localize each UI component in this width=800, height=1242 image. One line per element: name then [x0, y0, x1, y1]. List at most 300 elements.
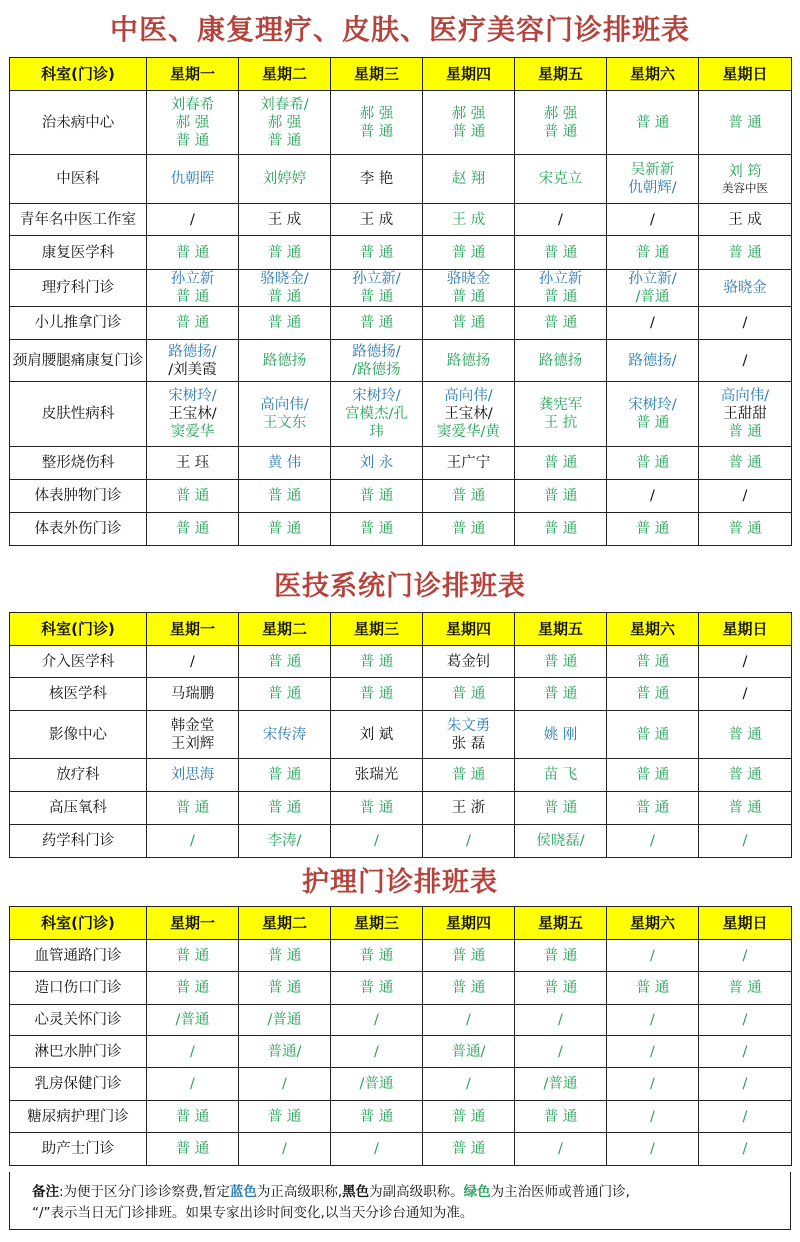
doctor-entry: 普 通: [359, 123, 394, 140]
doctor-entry: 普 通: [359, 244, 394, 261]
schedule-cell: [515, 1068, 607, 1101]
doctor-entry: 普 通: [267, 980, 302, 996]
header-dept: 科室(门诊): [10, 58, 147, 91]
schedule-cell: [147, 204, 239, 236]
schedule-cell: [607, 270, 699, 307]
doctor-entry: /普通: [543, 1076, 578, 1092]
doctor-entry: /: [558, 1141, 563, 1157]
schedule-cell: [239, 236, 331, 270]
doctor-entry: /: [190, 833, 195, 849]
dept-name: 皮肤性病科: [10, 382, 147, 447]
schedule-cell: [607, 972, 699, 1005]
doctor-entry: 普 通: [267, 289, 302, 305]
doctor-entry: 普 通: [635, 415, 670, 431]
doctor-entry: 王文东: [262, 415, 307, 431]
schedule-cell: [515, 940, 607, 972]
note-green-legend: 绿色: [463, 1184, 491, 1200]
schedule-cell: [147, 678, 239, 711]
schedule-cell: [423, 1036, 515, 1068]
table-row: [10, 646, 792, 678]
doctor-entry: 普 通: [728, 980, 762, 996]
header-dept: 科室(门诊): [10, 907, 147, 940]
table-row: [10, 825, 792, 858]
doctor-entry: /: [742, 315, 748, 331]
dept-name: 体表外伤门诊: [10, 513, 147, 546]
doctor-entry: /: [558, 211, 563, 228]
dept-name: 心灵关怀门诊: [10, 1005, 147, 1036]
doctor-entry: /: [742, 833, 748, 849]
schedule-cell: [239, 792, 331, 825]
schedule-cell: [699, 91, 792, 155]
dept-name: 高压氧科: [10, 792, 147, 825]
doctor-entry: 普 通: [543, 244, 578, 261]
doctor-entry: 王 抗: [543, 415, 578, 431]
doctor-entry: 郝 强: [451, 105, 486, 122]
doctor-entry: /: [650, 947, 655, 964]
doctor-entry: 王 成: [359, 211, 394, 228]
schedule-cell: [239, 447, 331, 480]
dept-name: 青年名中医工作室: [10, 204, 147, 236]
doctor-entry: 普 通: [728, 800, 762, 816]
schedule-cell: [699, 972, 792, 1005]
schedule-cell: [331, 940, 423, 972]
doctor-entry: 普 通: [543, 947, 578, 964]
dept-name: 小儿推拿门诊: [10, 307, 147, 340]
doctor-entry: 普 通: [451, 289, 486, 305]
doctor-entry: 姚 刚: [543, 726, 578, 743]
doctor-entry: 郝 强: [175, 114, 210, 131]
doctor-entry: 郝 强: [543, 105, 578, 122]
dept-name: 乳房保健门诊: [10, 1068, 147, 1101]
schedule-cell: [423, 447, 515, 480]
header-dept: 科室(门诊): [10, 613, 147, 646]
doctor-entry: /: [650, 211, 655, 228]
doctor-entry: 普 通: [359, 686, 394, 702]
schedule-cell: [699, 513, 792, 546]
schedule-cell: [515, 646, 607, 678]
schedule-cell: [147, 646, 239, 678]
schedule-cell: [607, 236, 699, 270]
doctor-entry: 普 通: [635, 455, 670, 471]
dept-name: 整形烧伤科: [10, 447, 147, 480]
table-row: [10, 1101, 792, 1133]
doctor-entry: 王 成: [267, 211, 302, 228]
doctor-entry: 普 通: [451, 1108, 486, 1125]
schedule-cell: [607, 307, 699, 340]
doctor-entry: 普 通: [267, 488, 302, 504]
doctor-entry: /: [742, 1043, 748, 1060]
schedule-cell: [515, 307, 607, 340]
schedule-cell: [699, 236, 792, 270]
schedule-cell: [607, 646, 699, 678]
doctor-entry: 孙立新: [538, 271, 583, 287]
doctor-entry: 朱文勇: [446, 717, 491, 734]
schedule-cell: [331, 340, 423, 382]
doctor-entry: 高向伟/: [260, 397, 309, 413]
doctor-entry: 张 磊: [451, 735, 486, 752]
doctor-entry: 普 通: [175, 980, 210, 996]
schedule-cell: [699, 270, 792, 307]
doctor-entry: 普 通: [728, 424, 762, 440]
note-text-3: 为副高级职称。: [369, 1184, 464, 1200]
doctor-entry: /: [650, 1108, 655, 1125]
doctor-entry: /: [742, 1141, 748, 1157]
doctor-entry: /: [466, 1076, 471, 1092]
schedule-cell: [331, 1005, 423, 1036]
doctor-entry: 王 珏: [175, 455, 210, 471]
schedule-cell: [239, 91, 331, 155]
dept-name: 放疗科: [10, 759, 147, 792]
doctor-entry: 孙立新/: [628, 271, 677, 287]
doctor-entry: 高向伟/: [444, 388, 493, 404]
schedule-cell: [147, 270, 239, 307]
doctor-entry: 普 通: [451, 488, 486, 504]
schedule-cell: [515, 1101, 607, 1133]
schedule-cell: [423, 1068, 515, 1101]
schedule-cell: [699, 792, 792, 825]
note-text-1: :为便于区分门诊诊察费,暂定: [59, 1184, 230, 1200]
doctor-entry: /: [742, 1108, 748, 1125]
schedule-cell: [423, 972, 515, 1005]
doctor-entry: /: [190, 1076, 195, 1092]
doctor-entry: 普 通: [175, 488, 210, 504]
schedule-cell: [515, 1133, 607, 1166]
table-row: [10, 940, 792, 972]
dept-name: 影像中心: [10, 711, 147, 759]
doctor-entry: 普 通: [175, 1108, 210, 1125]
doctor-entry: /普通: [175, 1012, 210, 1028]
table-row: [10, 204, 792, 236]
schedule-cell: [515, 204, 607, 236]
schedule-cell: [699, 340, 792, 382]
doctor-entry: 普 通: [267, 686, 302, 702]
schedule-cell: [239, 204, 331, 236]
header-row: [10, 907, 792, 940]
doctor-entry: 孙立新/: [352, 271, 401, 287]
header-row: [10, 58, 792, 91]
doctor-entry: 普 通: [543, 521, 578, 537]
doctor-entry: /: [650, 315, 655, 331]
schedule-cell: [515, 270, 607, 307]
doctor-entry: 普 通: [635, 653, 670, 670]
schedule-title-1: 中医、康复理疗、皮肤、医疗美容门诊排班表: [109, 13, 690, 46]
doctor-entry: 普 通: [451, 980, 486, 996]
doctor-entry: 玮: [369, 424, 384, 440]
schedule-cell: [515, 382, 607, 447]
doctor-entry: /: [466, 833, 471, 849]
doctor-entry: /: [190, 653, 195, 670]
schedule-cell: [699, 382, 792, 447]
schedule-cell: [607, 1101, 699, 1133]
schedule-cell: [699, 646, 792, 678]
doctor-entry: /: [742, 352, 748, 369]
schedule-cell: [515, 155, 607, 204]
note-text-5: “/”表示当日无门诊排班。如果专家出诊时间变化,以当天分诊台通知为准。: [32, 1205, 474, 1221]
doctor-entry: /: [558, 1012, 563, 1028]
dept-name: 淋巴水肿门诊: [10, 1036, 147, 1068]
doctor-entry: /: [374, 833, 379, 849]
doctor-entry: 仇朝晖: [170, 171, 215, 187]
schedule-cell: [423, 646, 515, 678]
note-black-legend: 黑色: [342, 1184, 370, 1200]
doctor-entry: /普通: [635, 289, 670, 305]
table-row: [10, 711, 792, 759]
doctor-entry: /: [650, 488, 655, 504]
schedule-cell: [607, 825, 699, 858]
schedule-cell: [331, 307, 423, 340]
schedule-cell: [331, 204, 423, 236]
header-day: 星期一: [147, 613, 239, 646]
doctor-entry: 黄 伟: [267, 455, 302, 471]
schedule-cell: [331, 1133, 423, 1166]
schedule-cell: [515, 759, 607, 792]
doctor-entry: 美容中医: [722, 181, 768, 195]
doctor-entry: 普 通: [175, 289, 210, 305]
schedule-cell: [423, 513, 515, 546]
dept-name: 中医科: [10, 155, 147, 204]
schedule-cell: [147, 91, 239, 155]
doctor-entry: 普 通: [267, 132, 302, 149]
doctor-entry: 普 通: [451, 947, 486, 964]
schedule-cell: [147, 382, 239, 447]
doctor-entry: 普 通: [267, 947, 302, 964]
schedule-cell: [331, 1101, 423, 1133]
doctor-entry: 路德扬: [538, 352, 583, 369]
doctor-entry: 王宝林/: [444, 406, 493, 422]
schedule-table-medtech: [9, 612, 792, 858]
doctor-entry: 骆晓金/: [260, 271, 309, 287]
schedule-cell: [607, 513, 699, 546]
schedule-cell: [239, 382, 331, 447]
schedule-cell: [699, 759, 792, 792]
doctor-entry: 吴新新: [630, 162, 675, 178]
schedule-cell: [607, 1036, 699, 1068]
doctor-entry: 刘 筠: [728, 164, 762, 180]
schedule-cell: [699, 1101, 792, 1133]
doctor-entry: /: [650, 1043, 655, 1060]
doctor-entry: 普 通: [175, 244, 210, 261]
doctor-entry: 普 通: [543, 1108, 578, 1125]
header-day: 星期四: [423, 613, 515, 646]
doctor-entry: 刘 永: [359, 455, 394, 471]
doctor-entry: 孙立新: [170, 271, 215, 287]
doctor-entry: /: [282, 1141, 287, 1157]
schedule-cell: [147, 1133, 239, 1166]
doctor-entry: 普 通: [451, 123, 486, 140]
doctor-entry: 普 通: [451, 1141, 486, 1157]
schedule-cell: [239, 646, 331, 678]
schedule-cell: [239, 513, 331, 546]
doctor-entry: 普 通: [728, 767, 762, 783]
doctor-entry: /: [374, 1043, 379, 1060]
schedule-cell: [699, 447, 792, 480]
doctor-entry: 窦爱华: [170, 424, 215, 440]
schedule-cell: [331, 236, 423, 270]
doctor-entry: /路德扬: [352, 361, 401, 378]
schedule-cell: [423, 711, 515, 759]
doctor-entry: 普 通: [267, 800, 302, 816]
doctor-entry: 路德扬/: [168, 343, 217, 360]
schedule-cell: [515, 513, 607, 546]
schedule-cell: [607, 340, 699, 382]
doctor-entry: 普 通: [359, 800, 394, 816]
table-row: [10, 678, 792, 711]
schedule-cell: [699, 940, 792, 972]
doctor-entry: 郝 强: [267, 114, 302, 131]
schedule-cell: [331, 711, 423, 759]
doctor-entry: 普 通: [635, 767, 670, 783]
schedule-cell: [699, 480, 792, 513]
schedule-cell: [423, 155, 515, 204]
schedule-cell: [607, 204, 699, 236]
doctor-entry: 普 通: [359, 289, 394, 305]
schedule-cell: [423, 940, 515, 972]
table-row: [10, 447, 792, 480]
doctor-entry: 刘春希: [170, 96, 215, 113]
doctor-entry: 刘婷婷: [262, 171, 307, 187]
schedule-cell: [423, 1101, 515, 1133]
doctor-entry: 普 通: [728, 521, 762, 537]
schedule-cell: [423, 307, 515, 340]
doctor-entry: 普 通: [451, 244, 486, 261]
doctor-entry: /普通: [267, 1012, 302, 1028]
doctor-entry: 李涛/: [267, 833, 302, 849]
schedule-cell: [699, 1133, 792, 1166]
schedule-cell: [607, 678, 699, 711]
doctor-entry: 路德扬/: [628, 352, 677, 369]
doctor-entry: 普 通: [451, 767, 486, 783]
doctor-entry: 普 通: [543, 315, 578, 331]
schedule-cell: [331, 155, 423, 204]
doctor-entry: 普 通: [267, 521, 302, 537]
doctor-entry: 普 通: [359, 488, 394, 504]
table-row: [10, 340, 792, 382]
doctor-entry: 路德扬/: [352, 343, 401, 360]
dept-name: 颈肩腰腿痛康复门诊: [10, 340, 147, 382]
doctor-entry: /: [742, 947, 748, 964]
note-blue-legend: 蓝色: [229, 1184, 257, 1200]
table-row: [10, 270, 792, 307]
dept-name: 糖尿病护理门诊: [10, 1101, 147, 1133]
doctor-entry: 马瑞鹏: [170, 686, 215, 702]
doctor-entry: 普 通: [543, 488, 578, 504]
schedule-cell: [147, 480, 239, 513]
doctor-entry: 普 通: [175, 1141, 210, 1157]
schedule-cell: [423, 1133, 515, 1166]
doctor-entry: 普 通: [359, 315, 394, 331]
schedule-cell: [515, 447, 607, 480]
doctor-entry: 宋树玲/: [352, 388, 401, 404]
doctor-entry: /刘美霞: [168, 361, 217, 378]
schedule-cell: [239, 270, 331, 307]
schedule-cell: [147, 340, 239, 382]
note-label: 备注: [32, 1184, 59, 1200]
doctor-entry: 刘 斌: [359, 726, 394, 743]
schedule-cell: [423, 480, 515, 513]
doctor-entry: 普 通: [728, 244, 762, 261]
header-day: 星期三: [331, 907, 423, 940]
doctor-entry: /: [558, 1043, 563, 1060]
doctor-entry: /: [374, 1141, 379, 1157]
header-day: 星期日: [699, 613, 792, 646]
doctor-entry: 郝 强: [359, 105, 394, 122]
doctor-entry: 宋克立: [538, 171, 583, 187]
doctor-entry: 普 通: [267, 1108, 302, 1125]
schedule-cell: [147, 1036, 239, 1068]
doctor-entry: 普 通: [635, 521, 670, 537]
dept-name: 体表肿物门诊: [10, 480, 147, 513]
doctor-entry: /: [190, 211, 195, 228]
header-day: 星期六: [607, 907, 699, 940]
schedule-cell: [607, 447, 699, 480]
doctor-entry: 普 通: [451, 315, 486, 331]
doctor-entry: 普 通: [635, 800, 670, 816]
schedule-cell: [331, 91, 423, 155]
schedule-cell: [515, 825, 607, 858]
schedule-title-2: 医技系统门诊排班表: [274, 571, 526, 602]
doctor-entry: /: [742, 1076, 748, 1092]
doctor-entry: /: [742, 686, 748, 702]
doctor-entry: 普 通: [635, 114, 670, 131]
doctor-entry: 王 成: [728, 211, 762, 228]
table-row: [10, 792, 792, 825]
header-day: 星期六: [607, 58, 699, 91]
schedule-cell: [423, 270, 515, 307]
schedule-cell: [607, 91, 699, 155]
dept-name: 血管通路门诊: [10, 940, 147, 972]
header-day: 星期二: [239, 907, 331, 940]
table-row: [10, 972, 792, 1005]
schedule-cell: [515, 792, 607, 825]
header-day: 星期日: [699, 58, 792, 91]
doctor-entry: 宋树玲/: [168, 388, 217, 404]
doctor-entry: 普 通: [635, 244, 670, 261]
schedule-cell: [423, 678, 515, 711]
schedule-cell: [423, 236, 515, 270]
doctor-entry: 王 浙: [451, 800, 486, 816]
schedule-cell: [239, 1036, 331, 1068]
dept-name: 药学科门诊: [10, 825, 147, 858]
header-day: 星期五: [515, 907, 607, 940]
doctor-entry: 龚宪军: [538, 397, 583, 413]
doctor-entry: 普 通: [635, 686, 670, 702]
doctor-entry: 普 通: [543, 653, 578, 670]
schedule-cell: [239, 340, 331, 382]
schedule-cell: [239, 1005, 331, 1036]
doctor-entry: /: [374, 1012, 379, 1028]
schedule-cell: [423, 1005, 515, 1036]
doctor-entry: /: [650, 1012, 655, 1028]
schedule-cell: [239, 1101, 331, 1133]
doctor-entry: 窦爱华/黄: [437, 424, 500, 440]
doctor-entry: 宋传涛: [262, 726, 307, 743]
doctor-entry: 葛金钊: [446, 653, 491, 670]
doctor-entry: 普 通: [728, 114, 762, 131]
doctor-entry: 普 通: [543, 289, 578, 305]
schedule-cell: [147, 513, 239, 546]
schedule-cell: [239, 678, 331, 711]
table-row: [10, 307, 792, 340]
doctor-entry: 普 通: [359, 521, 394, 537]
schedule-cell: [607, 382, 699, 447]
doctor-entry: 普 通: [543, 455, 578, 471]
schedule-cell: [147, 1101, 239, 1133]
doctor-entry: 普 通: [359, 947, 394, 964]
doctor-entry: /: [742, 1012, 748, 1028]
dept-name: 核医学科: [10, 678, 147, 711]
doctor-entry: 普 通: [359, 653, 394, 670]
dept-name: 助产士门诊: [10, 1133, 147, 1166]
